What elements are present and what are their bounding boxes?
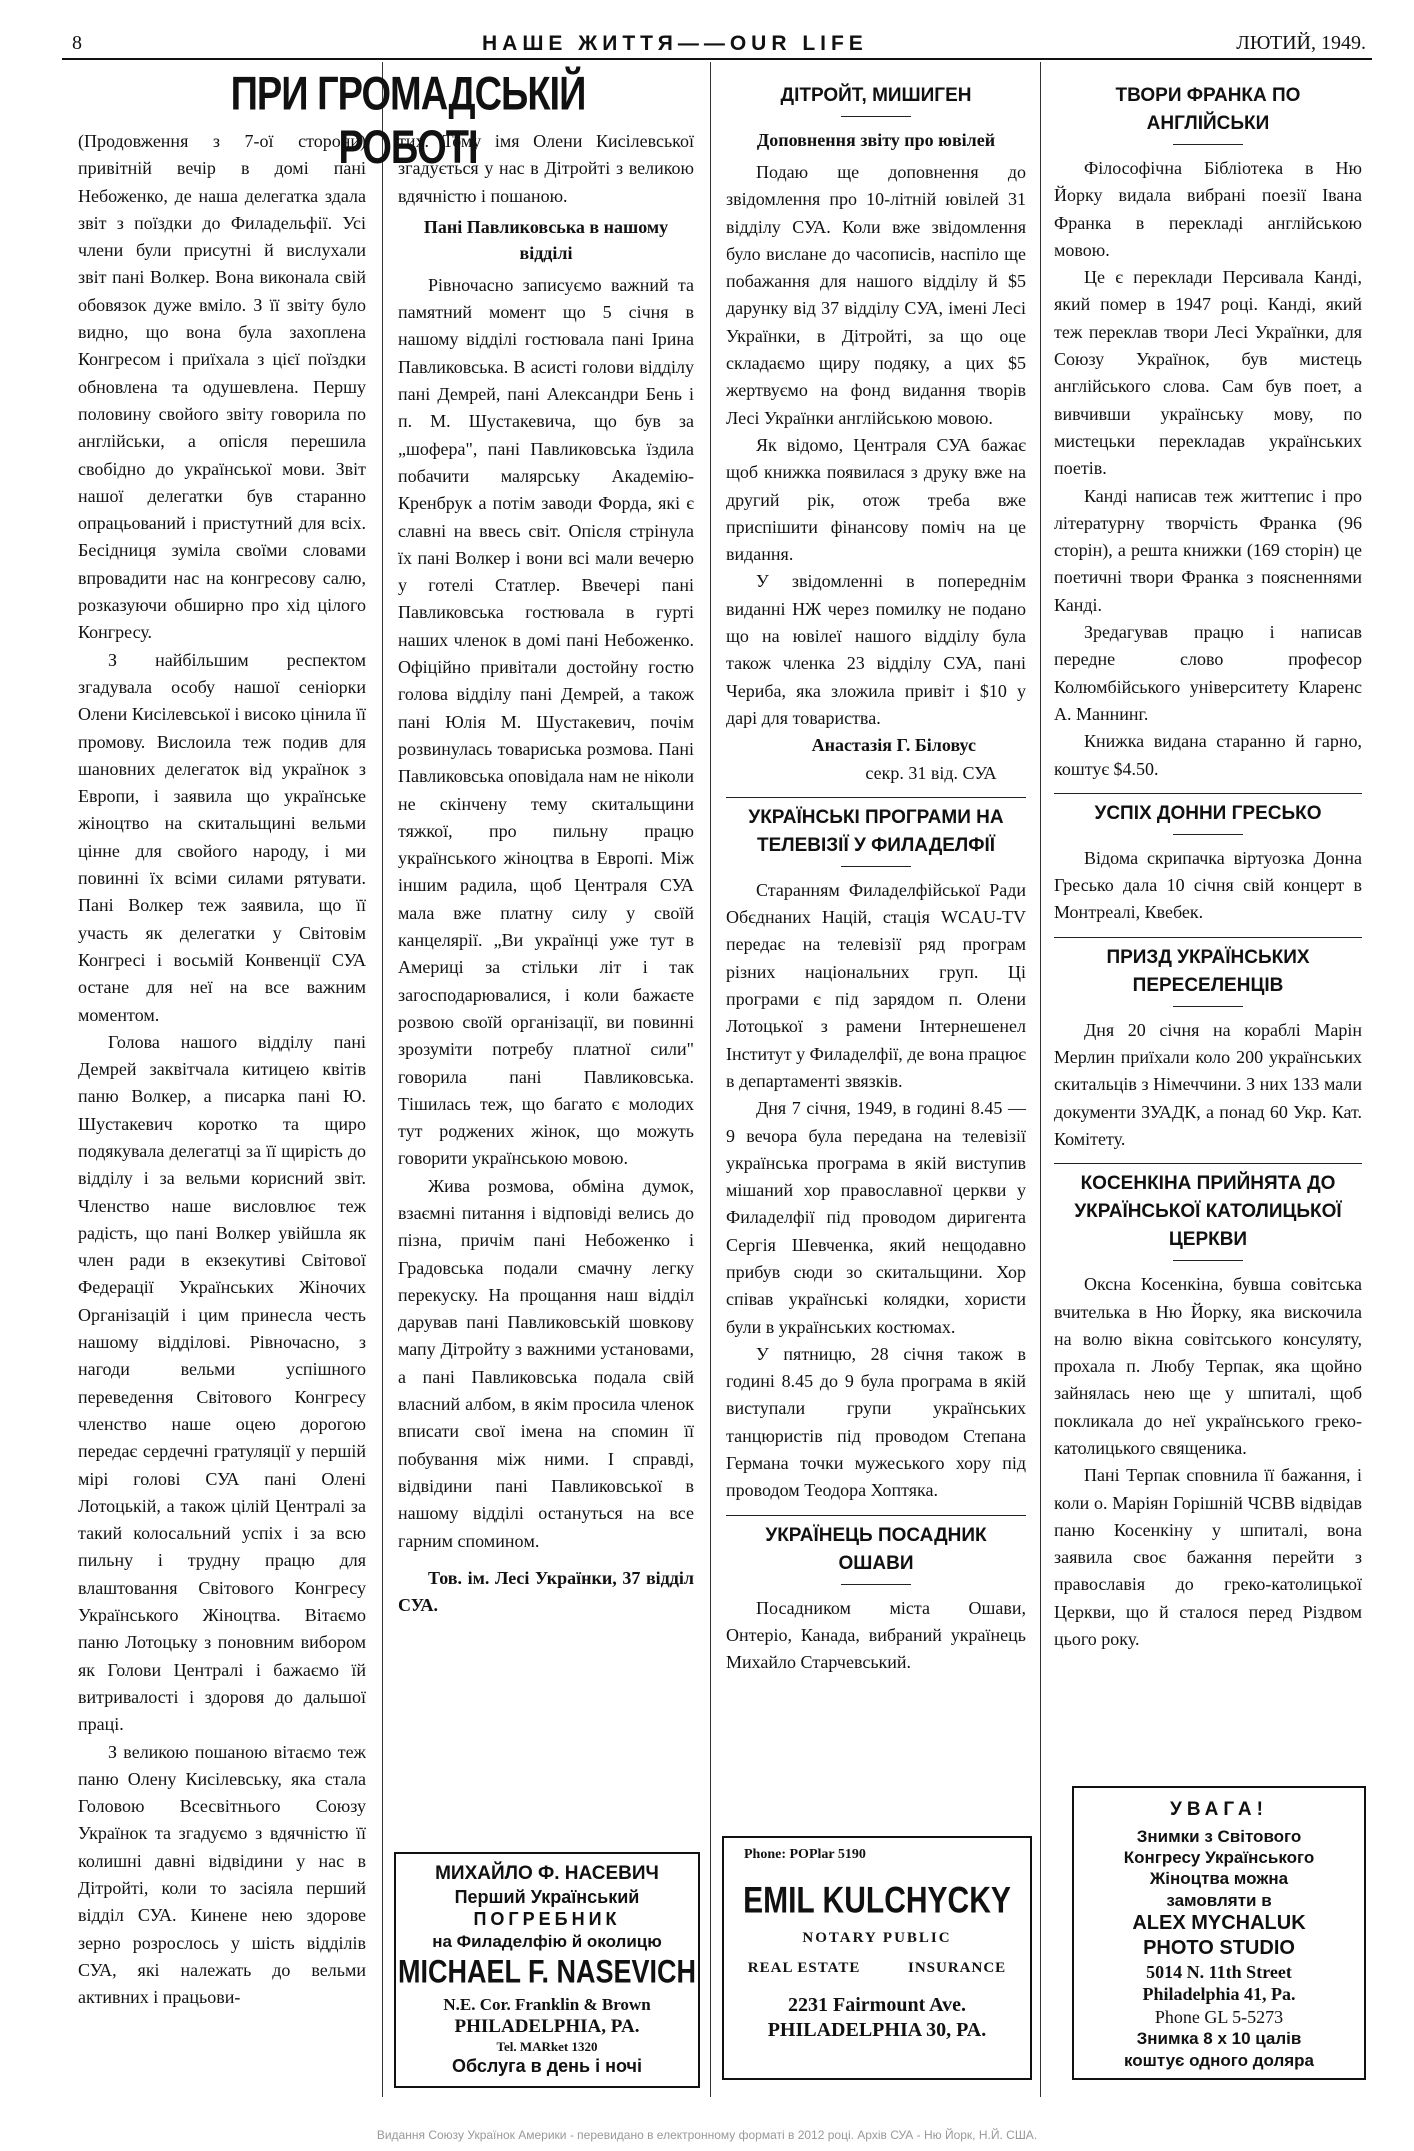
ad-name: ALEX MYCHALUK xyxy=(1132,1911,1306,1934)
signature-name: Анастазія Г. Біловус xyxy=(811,735,976,756)
section-title: ПРИЗД УКРАЇНСЬКИХ ПЕРЕСЕЛЕНЦІВ xyxy=(1106,946,1310,996)
ad-line: замовляти в xyxy=(1166,1890,1272,1910)
ad-phone: Tel. MARket 1320 xyxy=(496,2038,598,2054)
ad-address: 2231 Fairmount Ave. xyxy=(788,1993,966,2016)
paragraph: У пятницю, 28 січня також в годині 8.45 до 9 була програма в якій виступали групи українських танцюристів під проводом Степана Германа точки мужеського хору під проводом Теодора Хоптяка. xyxy=(726,1343,1026,1501)
divider xyxy=(1173,144,1243,145)
ad-line: коштує одного доляра xyxy=(1123,2050,1315,2070)
signature-title: секр. 31 від. СУА xyxy=(865,762,997,783)
section-title: УКРАЇНЕЦЬ ПОСАДНИК ОШАВИ xyxy=(765,1524,987,1574)
divider xyxy=(1173,1260,1243,1261)
section-title: УСПІХ ДОННИ ГРЕСЬКО xyxy=(1094,802,1322,824)
column-4 xyxy=(1054,82,1362,1653)
page-number: 8 xyxy=(72,32,82,54)
divider xyxy=(726,797,1026,798)
paragraph: Книжка видана старанно й гарно, коштує $4.50. xyxy=(1054,731,1362,779)
ad-line: N.E. Cor. Franklin & Brown xyxy=(443,1994,651,2014)
ad-line: Знимка 8 x 10 цалів xyxy=(1136,2029,1302,2049)
divider xyxy=(1054,937,1362,938)
paragraph: тих. Тому імя Олени Кисілевської згадується у нас в Дітройті з великою вдячністю і пошаною. xyxy=(398,131,694,206)
ad-line: МИХАЙЛО Ф. НАСЕВИЧ xyxy=(435,1863,659,1884)
paragraph: Старанням Филаделфійської Ради Обєднаних Націй, стація WCAU-TV передає на телевізії ряд програм різних національних груп. Ці програми є під зарядом п. Олени Лотоцької з рамени Інтернешенел Інститут у Филаделфії, де вона працює в департаменті звязків. xyxy=(726,879,1026,1091)
ad-name: EMIL KULCHYCKY xyxy=(743,1879,1011,1921)
article-title-main: ПРИ ГРОМАДСЬКІЙ РОБОТІ xyxy=(230,68,586,175)
masthead: НАШЕ ЖИТТЯ——OUR LIFE xyxy=(482,32,868,55)
divider xyxy=(1173,834,1243,835)
paragraph: Відома скрипачка віртуозка Донна Гресько дала 10 січня свій концерт в Монтреалі, Квебек. xyxy=(1054,847,1362,923)
ad-line: Жіноцтва можна xyxy=(1149,1869,1289,1889)
column-2 xyxy=(398,128,694,1619)
header-rule xyxy=(62,58,1372,60)
paragraph: Канді написав теж життепис і про літературну творчість Франка (96 сторін), а решта книжки (169 сторін) це поетичні твори Франка з поясненнями Канді. xyxy=(1054,485,1362,615)
ad-line: УВАГА! xyxy=(1170,1799,1268,1820)
section-title: УКРАЇНСЬКІ ПРОГРАМИ НА ТЕЛЕВІЗІЇ У ФИЛАДЕЛФІЇ xyxy=(748,806,1004,856)
paragraph: Подаю ще доповнення до звідомлення про 10-літній ювілей 31 відділу СУА. Коли вже звідомлення було вислане до часописів, наспіло ще побажання для нашого відділу й $5 дарунку від 37 відділу СУА, імені Лесі Українки, в Дітройті, за що оце складаємо щиру подяку, а цих $5 жертвуємо на фонд видання творів Лесі Українки англійською мовою. xyxy=(726,162,1026,428)
column-rule-1 xyxy=(382,62,383,2097)
column-rule-2 xyxy=(710,62,711,2097)
paragraph: З найбільшим респектом згадувала особу нашої сеніорки Олени Кисілевської і високо цінила її промову. Вислоила теж подив для шановних делегаток від українок з Европи, і заявила що українське жіноцтво на скитальщині вельми цінне для свойого народу, і ми повинні їх всіми силами рятувати. Пані Волкер теж заявила, що її участь як делегатки у Світовім Конгресі і восьмій Конвенції СУА остане для неї на все важним моментом. xyxy=(78,649,366,1025)
section-title: ДІТРОЙТ, МИШИГЕН xyxy=(780,85,972,106)
ad-line: Обслуга в день і ночі xyxy=(452,2056,642,2076)
divider xyxy=(1054,793,1362,794)
ad-name: PHOTO STUDIO xyxy=(1143,1936,1295,1959)
section-title: ТВОРИ ФРАНКА ПО АНГЛІЙСЬКИ xyxy=(1115,85,1301,134)
column-rule-3 xyxy=(1040,62,1041,2097)
ad-mychaluk xyxy=(1072,1786,1366,2080)
ad-line: ПОГРЕБНИК xyxy=(473,1909,621,1930)
ad-line: на Филаделфію й околицю xyxy=(432,1931,662,1951)
page-header xyxy=(62,30,1372,60)
ad-phone: Phone: POPlar 5190 xyxy=(744,1847,866,1862)
paragraph: Оксна Косенкіна, бувша совітська вчителька в Ню Йорку, яка вискочила на волю вікна совітського консуляту, прохала п. Любу Терпак, яка щойно зайнялась нею ще у шпиталі, щоб покликала до неї українського греко-католицького священика. xyxy=(1054,1274,1362,1458)
ad-line: Перший Український xyxy=(454,1886,640,1907)
paragraph: Посадником міста Ошави, Онтеріо, Канада, вибраний українець Михайло Старчевський. xyxy=(726,1597,1026,1673)
column-3 xyxy=(726,82,1026,1677)
ad-name: MICHAEL F. NASEVICH xyxy=(397,1953,697,1990)
ad-line: Знимки з Світового xyxy=(1136,1826,1302,1846)
ad-phone: Phone GL 5-5273 xyxy=(1154,2006,1284,2027)
ad-line: INSURANCE xyxy=(907,1959,1007,1976)
ad-nasevich xyxy=(394,1852,700,2088)
paragraph: З великою пошаною вітаємо теж паню Олену Кисілевську, яка стала Головою Всесвітнього Союзу Українок та згадуємо з вдячністю її колишні давні відвідини у нас в Дітройті, коли то засіяла перший відділ СУА. Кинене нею здорове зерно розрослось у шість відділів СУА, які належать до вельми активних і працьови- xyxy=(78,1741,366,2008)
divider xyxy=(726,1515,1026,1516)
paragraph: Дня 7 січня, 1949, в годині 8.45 — 9 вечора була передана на телевізії українська програма в якій виступив мішаний хор православної церкви у Филаделфії під проводом диригента Сергія Шевченка, який нещодавно прибув сюди зо скитальщини. Хор співав українські колядки, хористи були в українських костюмах. xyxy=(726,1098,1026,1337)
subhead: Пані Павликовська в нашому відділі xyxy=(423,216,669,263)
paragraph: Зредагував працю і написав передне слово професор Колюмбійського університету Кларенс А. Маннинг. xyxy=(1054,622,1362,724)
paragraph: Дня 20 січня на кораблі Марін Мерлин приїхали коло 200 українських скитальців з Німеччини. З них 133 мали документи ЗУАДК, а понад 60 Укр. Кат. Комітету. xyxy=(1054,1019,1362,1149)
paragraph: Голова нашого відділу пані Демрей заквітчала китицею квітів паню Волкер, а писарка пані Ю. Шустакевич коротко та щиро подякувала делегатці за її щирість до відділу і за вельми корисний звіт. Членство наше висловлює теж радість, що пані Волкер увійшла як член ради в екзекутиві Світової Федерації Українських Жіночих Організацій і цим принесла честь нашому відділові. Рівночасно, з нагоди вельми успішного переведення Світового Конгресу членство наше оцею дорогою передає сердечні гратуляції у першій мірі голові СУА пані Олені Лотоцькій, а також цілій Централі за такий колосальний успіх і за всю пильну і трудну працю для влаштовання Світового Конгресу Українського Жіноцтва. Вітаємо паню Лотоцьку з поновним вибором як Голови Централі і бажаємо їй витривалості і здоровя до дальшої праці. xyxy=(78,1031,366,1735)
issue-date: ЛЮТИЙ, 1949. xyxy=(1236,32,1366,54)
paragraph: Філософічна Бібліотека в Ню Йорку видала вибрані поезії Івана Франка в перекладі англійською мовою. xyxy=(1054,158,1362,260)
ad-line: PHILADELPHIA, PA. xyxy=(454,2016,640,2037)
divider xyxy=(841,866,911,867)
divider xyxy=(1173,1006,1243,1007)
ad-line: NOTARY PUBLIC xyxy=(802,1930,952,1946)
paragraph: Рівночасно записуємо важний та памятний момент що 5 січня в нашому відділі гостювала пані Ірина Павликовська. В асисті голови відділу пані Демрей, пані Александри Бень і п. М. Шустакевича, що був за „шофера", пані Павликовська їздила побачити малярську Академію-Кренбрук а потім заводи Форда, які є славні на ввесь світ. Опісля стрінула їх пані Волкер і вони всі мали вечерю у готелі Статлер. Ввечері пані Павликовська гостювала в гурті наших членок в домі пані Небоженко. Офіційно привітали достойну гостю голова відділу пані Демрей, а також пані Юлія М. Шустакевич, почім розвинулась товариська розмова. Пані Павликовська оповідала нам не ніколи не скінчену тему скитальщини тяжкої, про пильну працю українського жіноцтва в Европі. Між іншим радила, щоб Централя СУА мала вже платну силу у своїй канцелярії. „Ви українці уже тут в Америці за стільки літ і так загосподарювалися, і коли бажаєте розвою своїй організації, ви повинні зрозуміти потребу платної сили" говорила пані Павликовська. Тішилась теж, що багато є молодих тут роджених жінок, що можуть говорити українською мовою. xyxy=(398,274,694,1169)
divider xyxy=(841,1584,911,1585)
subhead: Доповнення звіту про ювілей xyxy=(756,130,996,150)
paragraph: У звідомленні в попереднім виданні НЖ через помилку не подано що на ювілеї нашого відділу була також членка 23 відділу СУА, пані Чериба, яка зложила привіт і $10 у дарі для товариства. xyxy=(726,571,1026,728)
ad-city: PHILADELPHIA 30, PA. xyxy=(767,2018,987,2041)
paragraph: Жива розмова, обміна думок, взаємні питання і відповіді велись до пізна, причім пані Небоженко і Градовська подали смачну легку перекуску. На прощання наш відділ дарував пані Павликовській шовкову мапу Дітройту з важними установами, а пані Павликовська подала свій власний албом, в якім просила членок вписати свої імена на спомин її побування між ними. І справді, відвідини пані Павликовської в нашому відділі остануться на все гарним споминoм. xyxy=(398,1175,694,1551)
ad-city: Philadelphia 41, Pa. xyxy=(1142,1984,1296,2005)
paragraph: (Продовження з 7-ої сторони) привітній вечір в домі пані Небоженко, де наша делегатка здала звіт з поїздки до Филадельфії. Усі члени були присутні й вислухали звіт пані Волкер. Вона виконала свій обовязок дуже вміло. З її звіту було видно, що вона була захоплена Конгресом і приїхала з цієї поїздки обновлена та одушевлена. Першу половину свойого звіту говорила по англійськи, а опісля перешила свобідно до української мови. Звіт нашої делегатки був старанно опрацьований і пристутний для всіх. Бесідниця зуміла своїми словами впровадити нас на конгресову салю, розказуючи обширно про хід цілого Конгресу. xyxy=(78,131,366,643)
ad-line: Конгресу Українського xyxy=(1123,1848,1315,1867)
paragraph: Пані Терпак сповнила її бажання, і коли о. Маріян Горішній ЧСВВ відвідав паню Косенкіну у шпиталі, вона заявила своє бажання перейти з православія до греко-католицької Церкви, що й сталося перед Різдвом цього року. xyxy=(1054,1465,1362,1650)
divider xyxy=(1054,1163,1362,1164)
ad-address: 5014 N. 11th Street xyxy=(1146,1961,1292,1982)
signature: Тов. ім. Лесі Українки, 37 відділ СУА. xyxy=(398,1567,694,1616)
column-1 xyxy=(78,128,366,2011)
archive-footer: Видання Союзу Українок Америки - перевидано в електронному форматі в 2012 році. Архів СУА - Ню Йорк, Н.Й. США. xyxy=(376,2128,1038,2142)
divider xyxy=(841,116,911,117)
section-title: КОСЕНКІНА ПРИЙНЯТА ДО УКРАЇНСЬКОЇ КАТОЛИЦЬКОЇ ЦЕРКВИ xyxy=(1074,1173,1342,1251)
ad-line: REAL ESTATE xyxy=(747,1959,861,1976)
paragraph: Як відомо, Централя СУА бажає щоб книжка появилася з друку вже на другий рік, отож треба вже приспішити фінансову поміч на це видання. xyxy=(726,434,1026,565)
paragraph: Це є переклади Персивала Канді, який помер в 1947 році. Канді, який теж переклав твори Лесі Українки, для Союзу Українок, був мистець англійського слова. Сам був поет, а вивчивши українську мову, по мистецьки перекладав українських поетів. xyxy=(1054,267,1362,479)
ad-kulchycky xyxy=(722,1836,1032,2080)
